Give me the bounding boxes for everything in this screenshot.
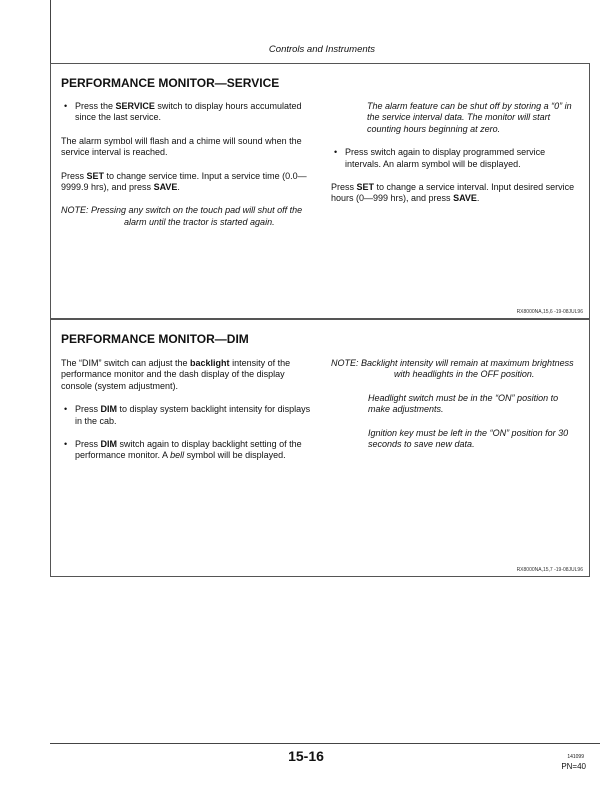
dim-left-column — [61, 358, 311, 462]
dim-ignition-note: Ignition key must be left in the “ON” position for 30 seconds to save new data. — [368, 427, 569, 450]
dim-right-column — [331, 358, 581, 450]
dim-note: NOTE: Backlight intensity will remain at maximum brightness with headlights in the OFF position. — [331, 358, 574, 380]
dim-panel — [50, 319, 590, 577]
dim-intro-text: The “DIM” switch can adjust the backlight intensity of the performance monitor and the dash display of the display console (system adjustment). — [61, 358, 291, 391]
footer-pn: PN=40 — [561, 762, 586, 771]
dim-title: PERFORMANCE MONITOR—DIM — [61, 332, 249, 346]
service-title: PERFORMANCE MONITOR—SERVICE — [61, 76, 280, 90]
service-alarm-text: The alarm symbol will flash and a chime will sound when the service interval is reached. — [61, 135, 302, 158]
page-number: 15-16 — [288, 748, 324, 764]
footer-rule — [50, 743, 600, 744]
service-right-column — [331, 101, 581, 205]
service-bullet-1: • Press the SERVICE switch to display hours accumulated since the last service. — [61, 101, 311, 124]
service-set-text: Press SET to change service time. Input a service time (0.0—9999.9 hrs), and press SAVE. — [61, 170, 307, 193]
dim-reference-code: RX8000NA,15,7 -19-08JUL96 — [516, 567, 583, 573]
service-alarm-note: The alarm feature can be shut off by storing a “0” in the service interval data. The monitor will start counting hours beginning at zero. — [367, 101, 572, 134]
dim-headlight-note: Headlight switch must be in the “ON” position to make adjustments. — [368, 392, 559, 415]
service-bullet-2: • Press switch again to display programmed service intervals. An alarm symbol will be displayed. — [331, 147, 581, 170]
section-header: Controls and Instruments — [268, 44, 376, 55]
dim-bullet-2: • Press DIM switch again to display backlight setting of the performance monitor. A bell symbol will be displayed. — [61, 439, 311, 462]
footer-code: 141099 — [567, 754, 584, 760]
service-note: NOTE: Pressing any switch on the touch pad will shut off the alarm until the tractor is started again. — [61, 205, 303, 227]
top-left-rule — [50, 0, 51, 63]
service-left-column — [61, 101, 311, 228]
service-interval-text: Press SET to change a service interval. Input desired service hours (0—999 hrs), and press SAVE. — [331, 182, 575, 204]
dim-bullet-1: • Press DIM to display system backlight intensity for displays in the cab. — [61, 404, 311, 427]
service-panel — [50, 63, 590, 319]
service-reference-code: RX8000NA,15,6 -19-08JUL96 — [516, 309, 583, 315]
